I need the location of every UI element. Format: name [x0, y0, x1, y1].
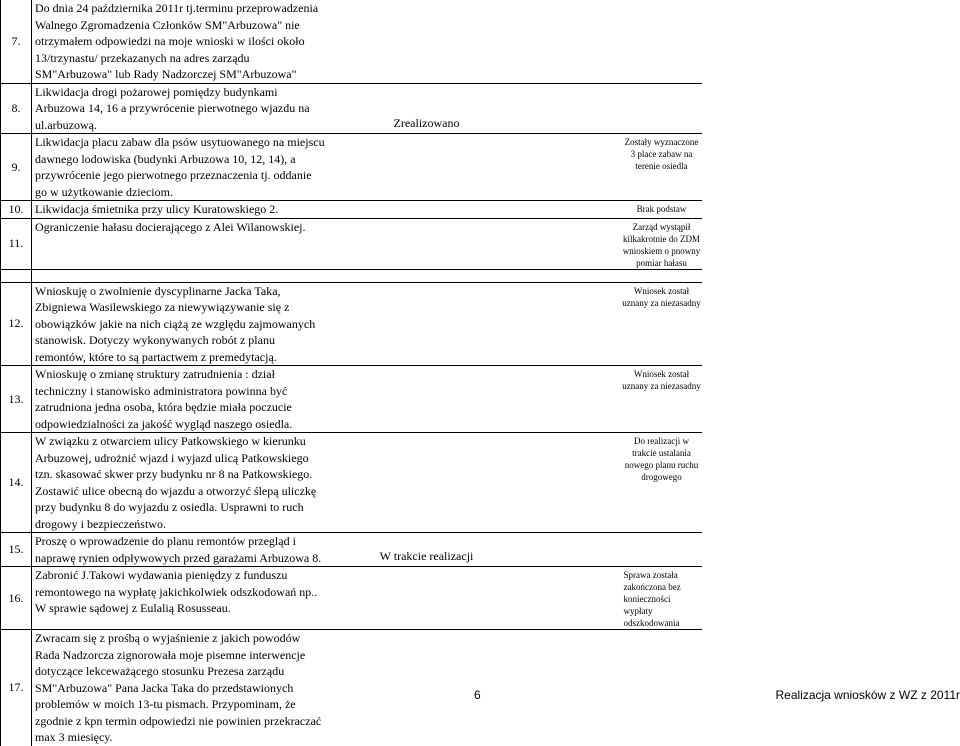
note-text: Brak podstaw — [622, 201, 702, 219]
row-number: 8. — [1, 83, 32, 134]
page-footer — [0, 688, 960, 704]
table-row — [1, 0, 702, 83]
row-number: 17. — [1, 630, 32, 746]
status-text — [329, 366, 525, 433]
row-number: 15. — [1, 533, 32, 567]
page-number: 6 — [474, 688, 481, 702]
note-text — [622, 0, 702, 83]
status-text — [329, 433, 525, 533]
request-text: Zwracam się z prośbą o wyjaśnienie z jakich powodów Rada Nadzorcza zignorowała moje pisemne interwencje dotyczące lekceważącego stosunku Prezesa zarządu SM"Arbuzowa" Pana Jacka Taka do przedstawionych problemów w moich 13-tu pismach. Przypominam, że zgodnie z kpn termin odpowiedzi nie powinien przekraczać max 3 miesięcy. — [32, 630, 329, 746]
table-row — [1, 134, 702, 201]
request-text: Ograniczenie hałasu docierającego z Alei Wilanowskiej. — [32, 218, 329, 269]
status-text — [329, 567, 525, 630]
request-text: Likwidacja placu zabaw dla psów usytuowanego na miejscu dawnego lodowiska (budynki Arbuzowa 10, 12, 14), a przywrócenie jego pierwotnego przeznaczenia tj. oddanie go w użytkowanie dzieciom. — [32, 134, 329, 201]
status-text — [329, 218, 525, 269]
row-number: 10. — [1, 201, 32, 219]
request-text: Do dnia 24 października 2011r tj.terminu przeprowadzenia Walnego Zgromadzenia Członków SM"Arbuzowa" nie otrzymałem odpowiedzi na moje wnioski w ilości około 13/trzynastu/ przekazanych na adres zarządu SM"Arbuzowa" lub Rady Nadzorczej SM"Arbuzowa" — [35, 1, 319, 81]
status-text — [329, 282, 525, 366]
request-text: Wnioskuję o zmianę struktury zatrudnienia : dział techniczny i stanowisko administratora powinna być zatrudniona jedna osoba, która będzie miała poczucie odpowiedzialności za jakość wygląd naszego osiedla. — [32, 366, 329, 433]
note-text: Zostały wyznaczone 3 place zabaw na terenie osiedla — [622, 134, 702, 201]
note-text: Zarząd wystąpił kilkakrotnie do ZDM wnioskiem o pnowny pomiar hałasu — [622, 218, 702, 269]
note-text: Sprawa została zakończona bez konieczności wypłaty odszkodowania — [622, 567, 702, 630]
table-row — [1, 282, 702, 366]
status-text — [329, 0, 525, 83]
row-number: 12. — [1, 282, 32, 366]
row-number: 9. — [1, 134, 32, 201]
status-text — [329, 201, 525, 219]
note-text: Wniosek został uznany za niezasadny — [622, 366, 702, 433]
table-spacer — [1, 269, 702, 282]
footer-title: Realizacja wniosków z WZ z 2011r — [775, 688, 960, 702]
request-text: Likwidacja drogi pożarowej pomiędzy budynkami Arbuzowa 14, 16 a przywrócenie pierwotnego wjazdu na ul.arbuzową. — [32, 83, 329, 134]
row-number: 16. — [1, 567, 32, 630]
request-text: Wnioskuję o zwolnienie dyscyplinarne Jacka Taka, Zbigniewa Wasilewskiego za niewywiązywanie się z obowiązków jakie na nich ciążą ze względu zajmowanych stanowisk. Dotyczy wykonywanych robót z planu remontów, które to są partactwem z premedytacją. — [32, 282, 329, 366]
note-text: Do realizacji w trakcie ustalania nowego planu ruchu drogowego — [622, 433, 702, 533]
table-row — [1, 567, 702, 630]
request-text: Likwidacja śmietnika przy ulicy Kuratowskiego 2. — [32, 201, 329, 219]
row-number: 14. — [1, 433, 32, 533]
request-text: W związku z otwarciem ulicy Patkowskiego w kierunku Arbuzowej, udrożnić wjazd i wyjazd ulicą Patkowskiego tzn. skasować skwer przy budynku nr 8 na Patkowskiego. Zostawić ulice obecną do wjazdu a otworzyć ślepą uliczkę przy budynku 8 do wyjazdu z osiedla. Usprawni to ruch drogowy i bezpieczeństwo. — [32, 433, 329, 533]
table-row — [1, 83, 702, 134]
request-text: Zabronić J.Takowi wydawania pieniędzy z funduszu remontowego na wypłatę jakichkolwiek odszkodowań np.. W sprawie sądowej z Eulalią Rosusseau. — [32, 567, 329, 630]
row-number: 13. — [1, 366, 32, 433]
note-text: Wniosek został uznany za niezasadny — [622, 282, 702, 366]
row-number: 11. — [1, 218, 32, 269]
note-text — [622, 83, 702, 134]
table-row — [1, 201, 702, 219]
table-row — [1, 533, 702, 567]
status-text — [329, 134, 525, 201]
table-row — [1, 218, 702, 269]
table-row — [1, 366, 702, 433]
table-row — [1, 433, 702, 533]
status-text: W trakcie realizacji — [329, 533, 525, 567]
request-text: Proszę o wprowadzenie do planu remontów przegląd i naprawę rynien odpływowych przed garażami Arbuzowa 8. — [32, 533, 329, 567]
note-text — [622, 533, 702, 567]
status-text: Zrealizowano — [329, 83, 525, 134]
row-number: 7. — [1, 0, 32, 83]
